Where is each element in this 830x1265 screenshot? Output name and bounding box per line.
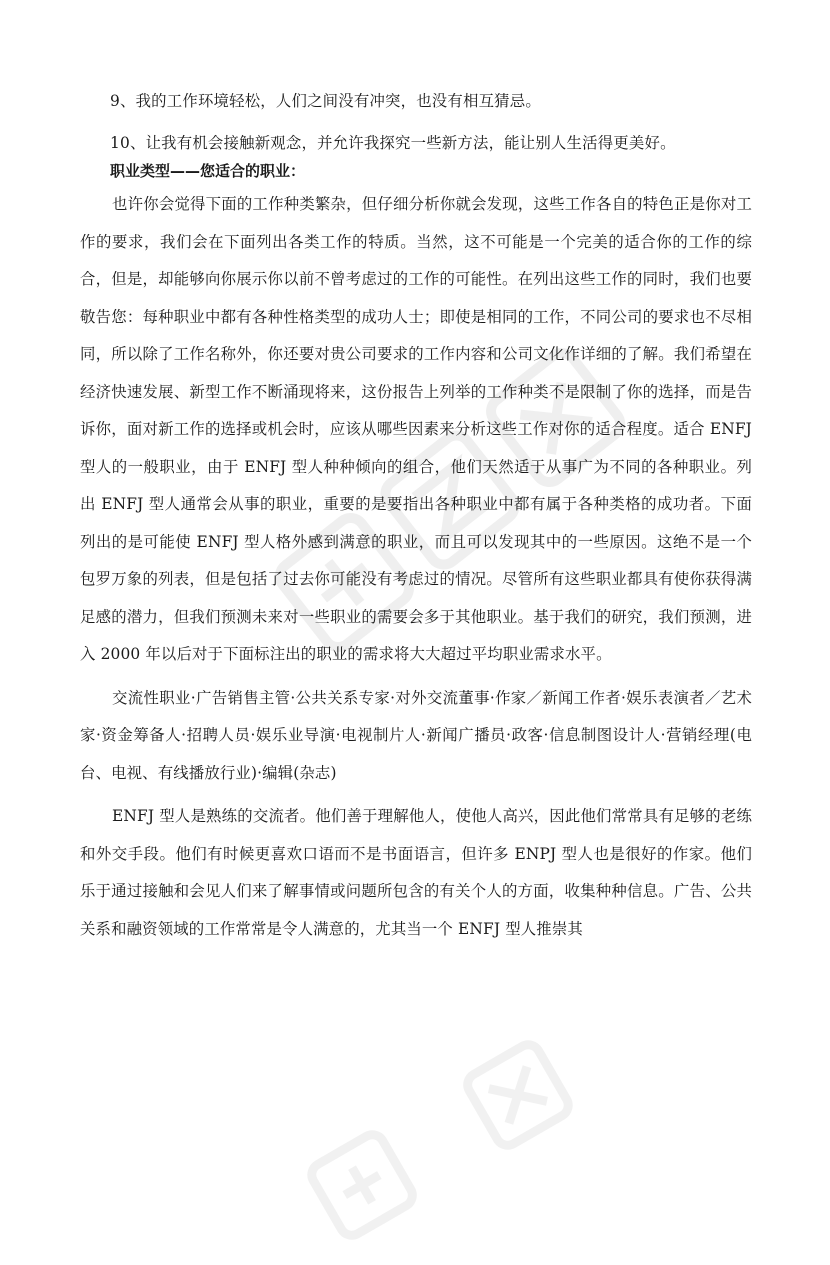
list-item-9: 9、我的工作环境轻松，人们之间没有冲突，也没有相互猜忌。: [110, 92, 541, 110]
intro-paragraph: 也许你会觉得下面的工作种类繁杂，但仔细分析你就会发现，这些工作各自的特色正是你对工作的要求，我们会在下面列出各类工作的特质。当然，这不可能是一个完美的适合你的工作的综合，但是，却能够向你展示你以前不曾考虑过的工作的可能性。在列出这些工作的同时，我们也要敬告您：每种职业中都有各种性格类型的成功人士；即使是相同的工作，不同公司的要求也不尽相同，所以除了工作名称外，你还要对贵公司要求的工作内容和公司文化作详细的了解。我们希望在经济快速发展、新型工作不断涌现将来，这份报告上列举的工作种类不是限制了你的选择，而是告诉你，面对新工作的选择或机会时，应该从哪些因素来分析这些工作对你的适合程度。适合 ENFJ 型人的一般职业，由于 ENFJ 型人种种倾向的组合，他们天然适于从事广为不同的各种职业。列出 ENFJ 型人通常会从事的职业，重要的是要指出各种职业中都有属于各种类格的成功者。下面列出的是可能使 ENFJ 型人格外感到满意的职业，而且可以发现其中的一些原因。这绝不是一个包罗万象的列表，但是包括了过去你可能没有考虑过的情况。尽管所有这些职业都具有使你获得满足感的潜力，但我们预测未来对一些职业的需要会多于其他职业。基于我们的研究，我们预测，进入 2000 年以后对于下面标注出的职业的需求将大大超过平均职业需求水平。: [80, 195, 752, 663]
document-body: [80, 86, 752, 948]
watermark-logo-bottom: [289, 1018, 591, 1262]
watermark-logo-bottom-graphic: [289, 1018, 591, 1262]
section-heading: 职业类型——您适合的职业：: [110, 162, 306, 180]
career-list-paragraph: 交流性职业·广告销售主管·公共关系专家·对外交流董事·作家／新闻工作者·娱乐表演者／艺术家·资金筹备人·招聘人员·娱乐业导演·电视制片人·新闻广播员·政客·信息制图设计人·营销经理(电台、电视、有线播放行业)·编辑(杂志): [80, 688, 752, 782]
list-item-10: 10、让我有机会接触新观念，并允许我探究一些新方法，能让别人生活得更美好。: [110, 134, 676, 152]
communicator-paragraph: ENFJ 型人是熟练的交流者。他们善于理解他人，使他人高兴，因此他们常常具有足够的老练和外交手段。他们有时候更喜欢口语而不是书面语言，但许多 ENPJ 型人也是很好的作家。他们乐于通过接触和会见人们来了解事情或问题所包含的有关个人的方面，收集种种信息。广告、公共关系和融资领域的工作常常是令人满意的，尤其当一个 ENFJ 型人推崇其: [80, 807, 752, 938]
